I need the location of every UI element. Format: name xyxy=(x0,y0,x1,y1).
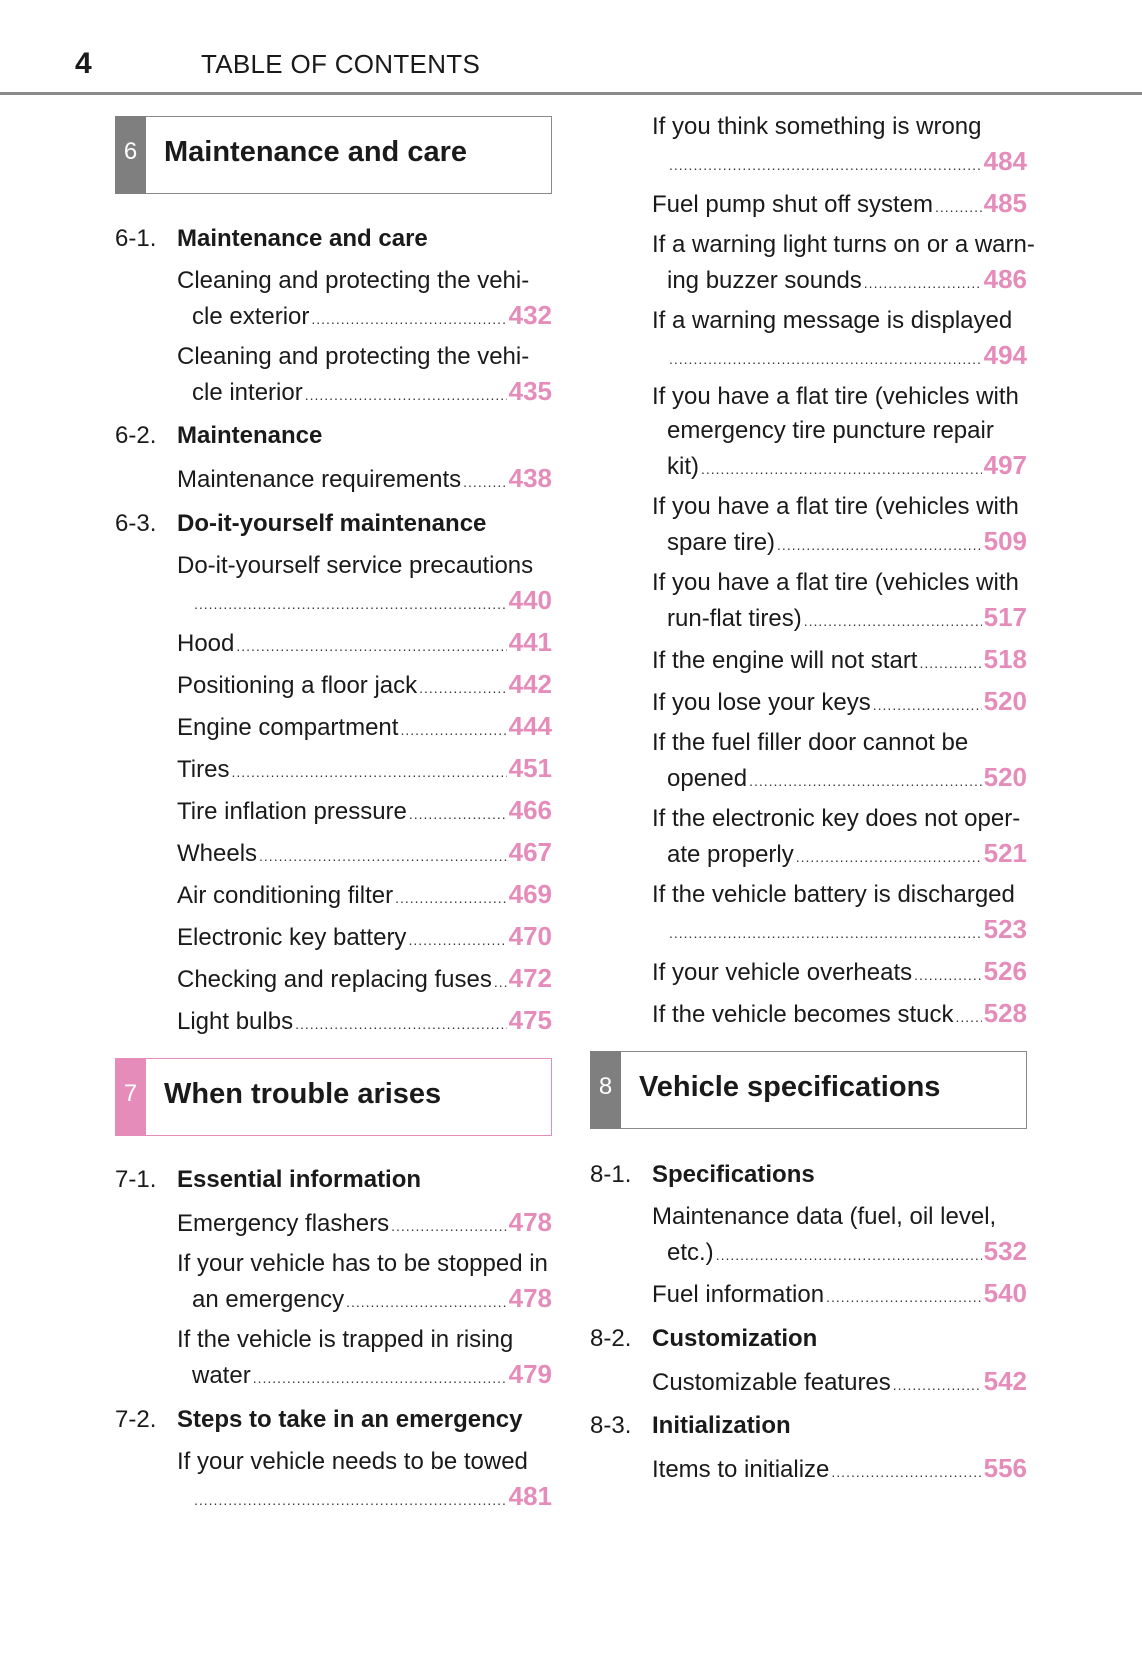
page-ref[interactable]: 469 xyxy=(508,879,552,909)
page-ref[interactable]: 518 xyxy=(983,644,1027,674)
subsection-label: Customization xyxy=(652,1325,818,1352)
page-ref[interactable]: 432 xyxy=(508,300,552,330)
header-title: TABLE OF CONTENTS xyxy=(201,49,481,79)
page-ref[interactable]: 521 xyxy=(983,838,1027,868)
page-ref[interactable]: 517 xyxy=(983,602,1027,632)
toc-entry[interactable]: Customizable features ..... 542 xyxy=(652,1364,1027,1398)
toc-entry[interactable]: If the vehicle battery is discharged ..... 523 xyxy=(652,878,1027,946)
page-ref[interactable]: 542 xyxy=(983,1366,1027,1396)
toc-entry[interactable]: If your vehicle overheats ..... 526 xyxy=(652,954,1027,988)
page-ref[interactable]: 494 xyxy=(983,340,1027,370)
page-ref[interactable]: 466 xyxy=(508,795,552,825)
section-8-box xyxy=(590,1051,1027,1129)
page-ref[interactable]: 556 xyxy=(983,1453,1027,1483)
toc-entry[interactable]: Engine compartment ..... 444 xyxy=(177,709,552,743)
toc-entry[interactable]: If your vehicle needs to be towed ..... 481 xyxy=(177,1445,552,1513)
subsection-number: 8-1. xyxy=(590,1161,632,1188)
subsection-number: 8-3. xyxy=(590,1412,632,1439)
toc-entry[interactable]: If the fuel filler door cannot be opened ..... 520 xyxy=(652,726,1027,794)
page-ref[interactable]: 440 xyxy=(508,585,552,615)
page-ref[interactable]: 540 xyxy=(983,1278,1027,1308)
section-6-title: Maintenance and care xyxy=(164,136,467,168)
toc-entry[interactable]: Positioning a floor jack ..... 442 xyxy=(177,667,552,701)
subsection-number: 6-2. xyxy=(115,422,157,449)
page-ref[interactable]: 485 xyxy=(983,188,1027,218)
page-ref[interactable]: 520 xyxy=(983,762,1027,792)
toc-entry[interactable]: If the electronic key does not oper- ate properly ..... 521 xyxy=(652,802,1027,870)
toc-entry[interactable]: Wheels ..... 467 xyxy=(177,835,552,869)
subsection-label: Essential information xyxy=(177,1166,422,1193)
toc-entry[interactable]: Emergency flashers ..... 478 xyxy=(177,1205,552,1239)
subsection-number: 8-2. xyxy=(590,1325,632,1352)
subsection-6-3 xyxy=(115,509,486,539)
page-ref[interactable]: 486 xyxy=(983,264,1027,294)
section-6-box xyxy=(115,116,552,194)
toc-entry[interactable]: If you lose your keys ..... 520 xyxy=(652,684,1027,718)
subsection-number: 7-1. xyxy=(115,1166,157,1193)
page-ref[interactable]: 478 xyxy=(508,1207,552,1237)
section-8-tab: 8 xyxy=(590,1051,621,1129)
page-ref[interactable]: 435 xyxy=(508,376,552,406)
page-ref[interactable]: 479 xyxy=(508,1359,552,1389)
page-ref[interactable]: 467 xyxy=(508,837,552,867)
page-ref[interactable]: 478 xyxy=(508,1283,552,1313)
subsection-number: 7-2. xyxy=(115,1406,157,1433)
toc-entry[interactable]: Cleaning and protecting the vehi- cle interior ..... 435 xyxy=(177,340,552,408)
subsection-label: Steps to take in an emergency xyxy=(177,1406,523,1433)
page-ref[interactable]: 509 xyxy=(983,526,1027,556)
toc-entry[interactable]: Checking and replacing fuses ..... 472 xyxy=(177,961,552,995)
page-ref[interactable]: 470 xyxy=(508,921,552,951)
section-8-title: Vehicle specifications xyxy=(639,1071,941,1103)
subsection-8-2 xyxy=(590,1324,817,1354)
subsection-label: Do-it-yourself maintenance xyxy=(177,510,487,537)
page-number: 4 xyxy=(75,47,92,80)
page-ref[interactable]: 523 xyxy=(983,914,1027,944)
subsection-6-1 xyxy=(115,224,428,254)
section-6-tab: 6 xyxy=(115,116,146,194)
subsection-label: Specifications xyxy=(652,1161,815,1188)
toc-entry[interactable]: Electronic key battery ..... 470 xyxy=(177,919,552,953)
section-7-title: When trouble arises xyxy=(164,1078,442,1110)
header-rule xyxy=(0,92,1142,95)
page-ref[interactable]: 475 xyxy=(508,1005,552,1035)
toc-entry[interactable]: Tires ..... 451 xyxy=(177,751,552,785)
toc-entry[interactable]: Do-it-yourself service precautions ..... 440 xyxy=(177,549,552,617)
subsection-7-1 xyxy=(115,1165,421,1195)
page-ref[interactable]: 451 xyxy=(508,753,552,783)
toc-entry[interactable]: Cleaning and protecting the vehi- cle exterior ..... 432 xyxy=(177,264,552,332)
section-7-box xyxy=(115,1058,552,1136)
toc-entry[interactable]: If a warning light turns on or a warn- ing buzzer sounds ..... 486 xyxy=(652,228,1027,296)
page-ref[interactable]: 441 xyxy=(508,627,552,657)
toc-entry[interactable]: If you have a flat tire (vehicles with emergency tire puncture repair kit) ..... 497 xyxy=(652,380,1027,482)
subsection-8-1 xyxy=(590,1160,815,1190)
page-ref[interactable]: 497 xyxy=(983,450,1027,480)
toc-entry[interactable]: Tire inflation pressure ..... 466 xyxy=(177,793,552,827)
page-ref[interactable]: 520 xyxy=(983,686,1027,716)
page-ref[interactable]: 532 xyxy=(983,1236,1027,1266)
toc-entry[interactable]: Maintenance requirements ..... 438 xyxy=(177,461,552,495)
subsection-number: 6-1. xyxy=(115,225,157,252)
toc-entry[interactable]: If a warning message is displayed ..... 494 xyxy=(652,304,1027,372)
toc-entry[interactable]: If you have a flat tire (vehicles with spare tire) ..... 509 xyxy=(652,490,1027,558)
toc-entry[interactable]: If the vehicle becomes stuck ..... 528 xyxy=(652,996,1027,1030)
section-7-tab: 7 xyxy=(115,1058,146,1136)
subsection-number: 6-3. xyxy=(115,510,157,537)
toc-entry[interactable]: Maintenance data (fuel, oil level, etc.) ..... 532 xyxy=(652,1200,1027,1268)
subsection-label: Maintenance and care xyxy=(177,225,428,252)
toc-entry[interactable]: Items to initialize ..... 556 xyxy=(652,1451,1027,1485)
page-ref[interactable]: 472 xyxy=(508,963,552,993)
page-header xyxy=(0,0,1142,98)
page-ref[interactable]: 526 xyxy=(983,956,1027,986)
toc-entry[interactable]: Hood ..... 441 xyxy=(177,625,552,659)
toc-entry[interactable]: Light bulbs ..... 475 xyxy=(177,1003,552,1037)
toc-entry[interactable]: If the engine will not start ..... 518 xyxy=(652,642,1027,676)
subsection-label: Initialization xyxy=(652,1412,791,1439)
toc-entry[interactable]: Fuel pump shut off system ..... 485 xyxy=(652,186,1027,220)
toc-entry[interactable]: If you think something is wrong ..... 484 xyxy=(652,110,1027,178)
toc-entry[interactable]: Air conditioning filter ..... 469 xyxy=(177,877,552,911)
subsection-6-2 xyxy=(115,421,322,451)
page-ref[interactable]: 528 xyxy=(983,998,1027,1028)
toc-entry[interactable]: If the vehicle is trapped in rising water ..... 479 xyxy=(177,1323,552,1391)
subsection-7-2 xyxy=(115,1405,522,1435)
page-ref[interactable]: 438 xyxy=(508,463,552,493)
page-ref[interactable]: 444 xyxy=(508,711,552,741)
toc-entry[interactable]: If your vehicle has to be stopped in an emergency ..... 478 xyxy=(177,1247,552,1315)
toc-entry[interactable]: If you have a flat tire (vehicles with run-flat tires) ..... 517 xyxy=(652,566,1027,634)
subsection-8-3 xyxy=(590,1411,791,1441)
subsection-label: Maintenance xyxy=(177,422,323,449)
page-ref[interactable]: 481 xyxy=(508,1481,552,1511)
page-ref[interactable]: 442 xyxy=(508,669,552,699)
page-ref[interactable]: 484 xyxy=(983,146,1027,176)
toc-entry[interactable]: Fuel information ..... 540 xyxy=(652,1276,1027,1310)
